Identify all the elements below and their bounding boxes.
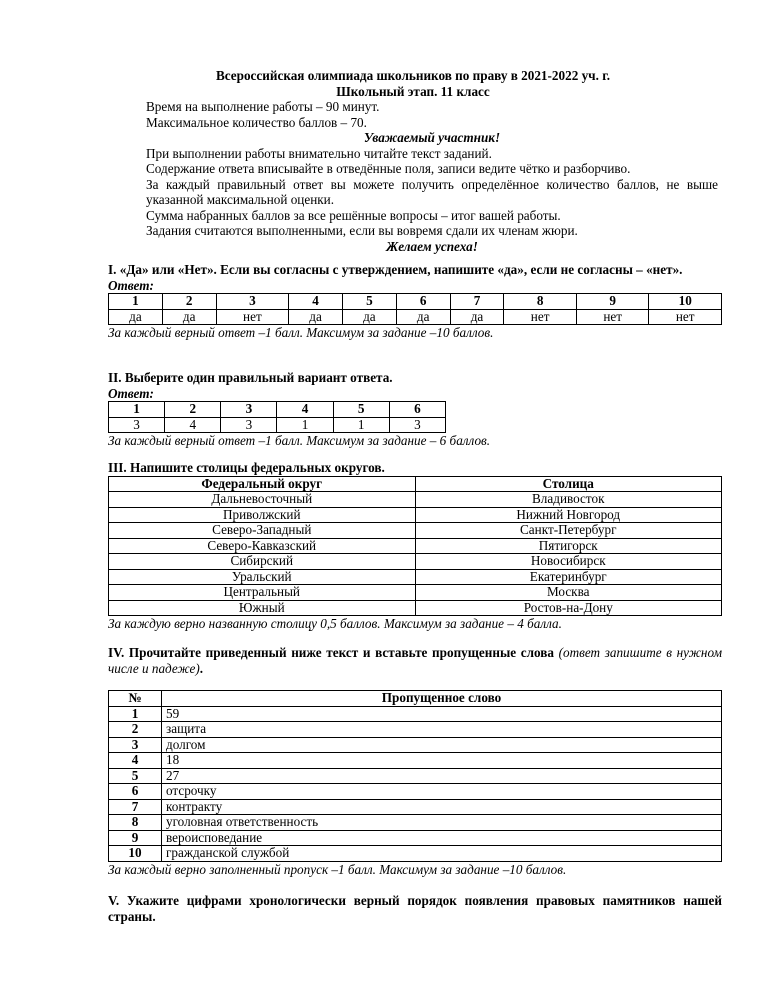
- section-5: [108, 893, 722, 924]
- table-row: [109, 737, 722, 753]
- table-cell: нет: [216, 309, 289, 325]
- table-row: [109, 569, 722, 585]
- table-row: [109, 722, 722, 738]
- table-header-row: [109, 476, 722, 492]
- capital-cell: Москва: [415, 585, 722, 601]
- table-row: [109, 815, 722, 831]
- word-cell: уголовная ответственность: [162, 815, 722, 831]
- table-row: [109, 830, 722, 846]
- number-cell: 3: [109, 737, 162, 753]
- table-cell: 7: [450, 294, 504, 310]
- section-4-title: [108, 645, 722, 676]
- district-cell: Сибирский: [109, 554, 416, 570]
- capital-cell: Владивосток: [415, 492, 722, 508]
- table-cell: 1: [333, 417, 389, 433]
- table-cell: да: [396, 309, 450, 325]
- word-cell: отсрочку: [162, 784, 722, 800]
- table-header-row: [109, 691, 722, 707]
- table-row: [109, 846, 722, 862]
- word-cell: 27: [162, 768, 722, 784]
- section-2-table: [108, 401, 446, 433]
- table-cell: да: [342, 309, 396, 325]
- table-header-district: Федеральный округ: [109, 476, 416, 492]
- section-3-note: За каждую верно названную столицу 0,5 баллов. Максимум за задание – 4 балла.: [108, 616, 562, 631]
- number-cell: 6: [109, 784, 162, 800]
- table-header-number: №: [109, 691, 162, 707]
- table-cell: 2: [165, 402, 221, 418]
- instruction-5: Задания считаются выполненными, если вы вовремя сдали их членам жюри.: [146, 223, 578, 238]
- section-1-answer-label: Ответ:: [108, 277, 154, 293]
- word-cell: контракту: [162, 799, 722, 815]
- section-2: [108, 370, 722, 449]
- section-1-note: За каждый верный ответ –1 балл. Максимум за задание –10 баллов.: [108, 325, 494, 340]
- table-row: [109, 753, 722, 769]
- section-4-title-main: IV. Прочитайте приведенный ниже текст и вставьте пропущенные слова: [108, 645, 554, 660]
- table-header-row: [109, 402, 446, 418]
- instruction-4: Сумма набранных баллов за все решённые вопросы – итог вашей работы.: [146, 207, 561, 223]
- section-2-note: За каждый верный ответ –1 балл. Максимум за задание – 6 баллов.: [108, 433, 491, 448]
- table-cell: нет: [576, 309, 649, 325]
- table-cell: 1: [109, 294, 163, 310]
- table-header-capital: Столица: [415, 476, 722, 492]
- table-cell: 8: [504, 294, 577, 310]
- section-3-title: III. Напишите столицы федеральных округов.: [108, 460, 385, 475]
- table-header-row: [109, 294, 722, 310]
- table-cell: 4: [277, 402, 333, 418]
- greeting: Уважаемый участник!: [363, 130, 501, 145]
- capital-cell: Пятигорск: [415, 538, 722, 554]
- district-cell: Центральный: [109, 585, 416, 601]
- table-cell: да: [450, 309, 504, 325]
- district-cell: Приволжский: [109, 507, 416, 523]
- number-cell: 1: [109, 706, 162, 722]
- table-row: [109, 507, 722, 523]
- stage-subtitle: Школьный этап. 11 класс: [336, 83, 490, 99]
- instruction-1: При выполнении работы внимательно читайте текст заданий.: [146, 145, 492, 161]
- max-score: Максимальное количество баллов – 70.: [146, 114, 367, 130]
- table-cell: 3: [216, 294, 289, 310]
- table-cell: да: [109, 309, 163, 325]
- table-row: [109, 492, 722, 508]
- section-1: [108, 262, 722, 341]
- table-row: [109, 768, 722, 784]
- table-cell: 3: [389, 417, 445, 433]
- table-cell: нет: [649, 309, 722, 325]
- table-cell: нет: [504, 309, 577, 325]
- wish: Желаем успеха!: [386, 238, 478, 254]
- time-limit: Время на выполнение работы – 90 минут.: [146, 99, 380, 114]
- instruction-3: За каждый правильный ответ вы можете получить определённое количество баллов, не выше указанной максимальной оценки.: [146, 176, 718, 207]
- table-cell: 10: [649, 294, 722, 310]
- section-3: [108, 460, 722, 632]
- district-cell: Северо-Западный: [109, 523, 416, 539]
- document-header: [108, 68, 718, 99]
- section-5-title: V. Укажите цифрами хронологически верный порядок появления правовых памятников нашей страны.: [108, 893, 722, 924]
- section-2-title: II. Выберите один правильный вариант ответа.: [108, 370, 393, 385]
- section-2-answer-label: Ответ:: [108, 385, 154, 401]
- table-row: [109, 523, 722, 539]
- table-cell: 1: [109, 402, 165, 418]
- district-cell: Северо-Кавказский: [109, 538, 416, 554]
- section-1-title: I. «Да» или «Нет». Если вы согласны с утверждением, напишите «да», если не согласны – «нет».: [108, 262, 683, 277]
- capital-cell: Екатеринбург: [415, 569, 722, 585]
- table-header-word: Пропущенное слово: [162, 691, 722, 707]
- table-row: [109, 309, 722, 325]
- section-4-table: [108, 690, 722, 862]
- word-cell: вероисповедание: [162, 830, 722, 846]
- table-cell: 4: [289, 294, 343, 310]
- table-cell: 4: [165, 417, 221, 433]
- capital-cell: Ростов-на-Дону: [415, 600, 722, 616]
- section-4-title-note: (ответ запишите в нужном числе и падеже): [108, 645, 722, 676]
- table-row: [109, 585, 722, 601]
- table-cell: 2: [162, 294, 216, 310]
- table-row: [109, 554, 722, 570]
- table-row: [109, 799, 722, 815]
- capital-cell: Нижний Новгород: [415, 507, 722, 523]
- number-cell: 8: [109, 815, 162, 831]
- district-cell: Уральский: [109, 569, 416, 585]
- table-cell: 6: [389, 402, 445, 418]
- section-3-table: [108, 476, 722, 617]
- section-4: [108, 645, 722, 877]
- district-cell: Южный: [109, 600, 416, 616]
- number-cell: 7: [109, 799, 162, 815]
- table-row: [109, 600, 722, 616]
- table-row: [109, 784, 722, 800]
- table-cell: 5: [342, 294, 396, 310]
- table-row: [109, 417, 446, 433]
- word-cell: гражданской службой: [162, 846, 722, 862]
- word-cell: долгом: [162, 737, 722, 753]
- table-cell: 5: [333, 402, 389, 418]
- table-cell: да: [289, 309, 343, 325]
- word-cell: 18: [162, 753, 722, 769]
- capital-cell: Санкт-Петербург: [415, 523, 722, 539]
- word-cell: 59: [162, 706, 722, 722]
- table-cell: 3: [221, 417, 277, 433]
- table-cell: 3: [109, 417, 165, 433]
- number-cell: 9: [109, 830, 162, 846]
- number-cell: 10: [109, 846, 162, 862]
- instruction-2: Содержание ответа вписывайте в отведённые поля, записи ведите чётко и разборчиво.: [146, 161, 631, 176]
- number-cell: 4: [109, 753, 162, 769]
- section-4-title-end: .: [199, 660, 204, 676]
- number-cell: 5: [109, 768, 162, 784]
- number-cell: 2: [109, 722, 162, 738]
- section-4-note: За каждый верно заполненный пропуск –1 балл. Максимум за задание –10 баллов.: [108, 861, 567, 877]
- table-row: [109, 538, 722, 554]
- word-cell: защита: [162, 722, 722, 738]
- table-cell: 1: [277, 417, 333, 433]
- intro-block: [146, 99, 718, 254]
- table-cell: 3: [221, 402, 277, 418]
- table-cell: 9: [576, 294, 649, 310]
- olympiad-title: Всероссийская олимпиада школьников по праву в 2021-2022 уч. г.: [215, 68, 611, 83]
- capital-cell: Новосибирск: [415, 554, 722, 570]
- table-row: [109, 706, 722, 722]
- table-cell: да: [162, 309, 216, 325]
- district-cell: Дальневосточный: [109, 492, 416, 508]
- table-cell: 6: [396, 294, 450, 310]
- section-1-table: [108, 293, 722, 325]
